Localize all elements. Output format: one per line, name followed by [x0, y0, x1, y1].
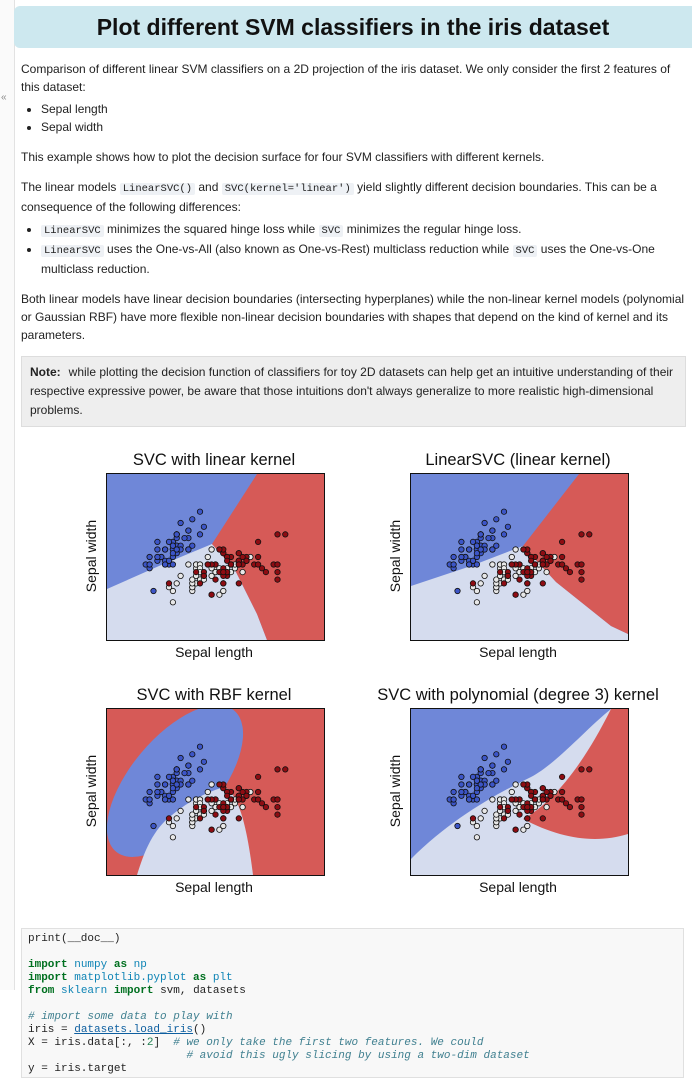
- data-point-setosa: [197, 767, 202, 772]
- linear-models-paragraph: [21, 178, 686, 216]
- data-point-virginica: [497, 569, 502, 574]
- data-point-versicolor: [482, 808, 487, 813]
- code-keyword: as: [193, 972, 207, 984]
- code-line: print(__doc__): [28, 933, 121, 945]
- note-label: Note:: [30, 365, 61, 379]
- data-point-versicolor: [170, 588, 175, 593]
- data-point-versicolor: [482, 573, 487, 578]
- data-point-setosa: [466, 562, 471, 567]
- note-text: while plotting the decision function of classifiers for toy 2D datasets can help get an intuitive understanding of their respective expressive power, be aware that those intuitions don't always generalize to more realistic high-dimensional problems.: [30, 365, 674, 417]
- data-point-versicolor: [525, 823, 530, 828]
- data-point-virginica: [201, 573, 206, 578]
- data-point-versicolor: [209, 782, 214, 787]
- left-sidebar: [0, 0, 15, 990]
- data-point-virginica: [513, 592, 518, 597]
- data-point-setosa: [151, 823, 156, 828]
- code-keyword: import: [28, 959, 68, 971]
- data-point-setosa: [501, 532, 506, 537]
- data-point-setosa: [162, 797, 167, 802]
- data-point-versicolor: [170, 835, 175, 840]
- data-point-setosa: [494, 543, 499, 548]
- data-point-virginica: [283, 767, 288, 772]
- data-point-versicolor: [174, 581, 179, 586]
- data-point-setosa: [197, 532, 202, 537]
- data-point-virginica: [236, 816, 241, 821]
- data-point-versicolor: [205, 789, 210, 794]
- data-point-virginica: [275, 767, 280, 772]
- data-point-virginica: [217, 782, 222, 787]
- data-point-virginica: [470, 581, 475, 586]
- code-text: svm, datasets: [160, 985, 246, 997]
- data-point-versicolor: [474, 835, 479, 840]
- data-point-virginica: [559, 774, 564, 779]
- data-point-virginica: [579, 797, 584, 802]
- list-item: • Sepal length: [41, 100, 686, 118]
- data-point-setosa: [170, 778, 175, 783]
- code-keyword: as: [113, 959, 128, 971]
- plot-svc-linear: [106, 473, 325, 641]
- data-point-virginica: [209, 827, 214, 832]
- data-point-setosa: [182, 535, 187, 540]
- data-point-virginica: [532, 562, 537, 567]
- data-point-setosa: [451, 562, 456, 567]
- data-point-setosa: [482, 755, 487, 760]
- data-point-virginica: [263, 569, 268, 574]
- data-point-virginica: [255, 554, 260, 559]
- data-point-setosa: [501, 744, 506, 749]
- data-point-virginica: [521, 782, 526, 787]
- data-point-versicolor: [474, 823, 479, 828]
- data-point-setosa: [155, 789, 160, 794]
- data-point-versicolor: [221, 823, 226, 828]
- example-paragraph: This example shows how to plot the decision surface for four SVM classifiers with different kernels.: [21, 150, 545, 164]
- data-point-versicolor: [513, 782, 518, 787]
- code-module: np: [133, 959, 147, 971]
- data-point-setosa: [155, 774, 160, 779]
- data-point-virginica: [470, 816, 475, 821]
- x-axis-label: Sepal length: [175, 644, 253, 660]
- x-axis-label: Sepal length: [479, 879, 557, 895]
- data-point-virginica: [283, 532, 288, 537]
- data-point-virginica: [236, 562, 241, 567]
- data-point-setosa: [455, 823, 460, 828]
- data-point-virginica: [209, 592, 214, 597]
- data-point-setosa: [201, 524, 206, 529]
- code-keyword: import: [28, 972, 68, 984]
- code-literal: LinearSVC(): [120, 183, 195, 195]
- svm-figure: [21, 422, 686, 912]
- data-point-virginica: [275, 569, 280, 574]
- data-point-versicolor: [240, 569, 245, 574]
- main-content: [21, 60, 686, 427]
- data-point-setosa: [466, 782, 471, 787]
- data-point-virginica: [579, 804, 584, 809]
- features-list: [21, 100, 686, 136]
- data-point-setosa: [155, 539, 160, 544]
- plot-svc-rbf: [106, 708, 325, 876]
- data-point-setosa: [466, 797, 471, 802]
- data-point-setosa: [505, 524, 510, 529]
- data-point-virginica: [559, 539, 564, 544]
- code-keyword: import: [113, 985, 154, 997]
- data-point-virginica: [275, 812, 280, 817]
- data-point-virginica: [193, 569, 198, 574]
- data-point-virginica: [559, 789, 564, 794]
- data-point-virginica: [501, 581, 506, 586]
- data-point-setosa: [478, 767, 483, 772]
- data-point-setosa: [451, 554, 456, 559]
- data-point-setosa: [455, 588, 460, 593]
- data-point-virginica: [587, 767, 592, 772]
- data-point-virginica: [236, 581, 241, 586]
- page-title: Plot different SVM classifiers in the iris dataset: [96, 14, 610, 40]
- data-point-virginica: [255, 789, 260, 794]
- code-module: plt: [212, 972, 233, 984]
- code-literal: SVC(kernel='linear'): [222, 183, 354, 195]
- data-point-setosa: [459, 774, 464, 779]
- data-point-versicolor: [544, 804, 549, 809]
- data-point-setosa: [478, 532, 483, 537]
- data-point-virginica: [521, 547, 526, 552]
- data-point-versicolor: [478, 816, 483, 821]
- data-point-setosa: [147, 554, 152, 559]
- data-point-setosa: [155, 782, 160, 787]
- code-text: ]: [153, 1037, 174, 1049]
- code-text: iris =: [28, 1024, 75, 1036]
- data-point-setosa: [490, 528, 495, 533]
- data-point-virginica: [505, 573, 510, 578]
- data-point-versicolor: [509, 789, 514, 794]
- text-span: yield slightly different decision boundaries. This can be a consequence of the following differences:: [21, 180, 657, 214]
- data-point-setosa: [494, 517, 499, 522]
- data-point-setosa: [197, 509, 202, 514]
- data-point-virginica: [236, 786, 241, 791]
- data-point-virginica: [525, 804, 530, 809]
- data-point-virginica: [201, 808, 206, 813]
- data-point-setosa: [174, 767, 179, 772]
- data-point-setosa: [459, 547, 464, 552]
- data-point-setosa: [197, 744, 202, 749]
- text-span: uses the One-vs-One multiclass reduction.: [41, 242, 655, 276]
- data-point-setosa: [147, 789, 152, 794]
- y-axis-label: Sepal width: [83, 519, 99, 593]
- data-point-virginica: [275, 804, 280, 809]
- data-point-setosa: [201, 759, 206, 764]
- data-point-virginica: [579, 562, 584, 567]
- code-text: y = iris.target: [28, 1063, 128, 1075]
- data-point-virginica: [193, 804, 198, 809]
- data-point-setosa: [170, 786, 175, 791]
- data-point-virginica: [525, 816, 530, 821]
- both-models-paragraph: Both linear models have linear decision boundaries (intersecting hyperplanes) while the non-linear kernel models (polynomial or Gaussian RBF) have more flexible non-linear decision boundaries with shapes that depend on the kind of kernel and its parameters.: [21, 292, 685, 342]
- intro-paragraph: Comparison of different linear SVM classifiers on a 2D projection of the iris dataset. We only consider the first 2 features of this dataset:: [21, 62, 671, 94]
- data-point-virginica: [579, 532, 584, 537]
- data-point-setosa: [466, 547, 471, 552]
- data-point-setosa: [162, 562, 167, 567]
- data-point-virginica: [213, 812, 218, 817]
- data-point-virginica: [525, 581, 530, 586]
- data-point-setosa: [494, 752, 499, 757]
- data-point-virginica: [255, 539, 260, 544]
- data-point-versicolor: [490, 562, 495, 567]
- data-point-virginica: [540, 562, 545, 567]
- title-banner: [14, 6, 692, 48]
- data-point-setosa: [190, 752, 195, 757]
- data-point-virginica: [275, 532, 280, 537]
- code-number: 2: [146, 1037, 154, 1049]
- data-point-versicolor: [170, 823, 175, 828]
- data-point-virginica: [559, 554, 564, 559]
- data-point-versicolor: [186, 562, 191, 567]
- data-point-virginica: [540, 797, 545, 802]
- data-point-virginica: [497, 804, 502, 809]
- code-comment: # import some data to play with: [28, 1011, 233, 1023]
- list-item: [41, 220, 686, 240]
- data-point-setosa: [174, 532, 179, 537]
- data-point-virginica: [517, 812, 522, 817]
- data-point-virginica: [579, 812, 584, 817]
- data-point-setosa: [486, 770, 491, 775]
- data-point-setosa: [501, 767, 506, 772]
- data-point-virginica: [587, 532, 592, 537]
- code-comment: # avoid this ugly slicing by using a two-dim dataset: [186, 1050, 530, 1062]
- data-point-virginica: [263, 804, 268, 809]
- data-point-virginica: [228, 562, 233, 567]
- code-module: numpy: [74, 959, 108, 971]
- differences-list: [21, 220, 686, 278]
- code-function-link[interactable]: datasets.load_iris: [74, 1024, 194, 1036]
- data-point-virginica: [517, 577, 522, 582]
- data-point-setosa: [162, 782, 167, 787]
- data-point-setosa: [182, 770, 187, 775]
- data-point-setosa: [147, 797, 152, 802]
- data-point-versicolor: [178, 808, 183, 813]
- data-point-virginica: [513, 827, 518, 832]
- data-point-virginica: [532, 797, 537, 802]
- data-point-setosa: [459, 539, 464, 544]
- data-point-setosa: [190, 778, 195, 783]
- data-point-virginica: [255, 562, 260, 567]
- code-module: matplotlib.pyplot: [74, 972, 187, 984]
- data-point-versicolor: [178, 573, 183, 578]
- chart-title: SVC with RBF kernel: [136, 686, 292, 704]
- data-point-setosa: [474, 551, 479, 556]
- data-point-virginica: [579, 577, 584, 582]
- data-point-setosa: [474, 786, 479, 791]
- data-point-setosa: [494, 778, 499, 783]
- data-point-setosa: [186, 528, 191, 533]
- data-point-versicolor: [513, 547, 518, 552]
- data-point-virginica: [540, 816, 545, 821]
- data-point-virginica: [213, 577, 218, 582]
- data-point-setosa: [451, 797, 456, 802]
- data-point-virginica: [221, 581, 226, 586]
- data-point-virginica: [567, 804, 572, 809]
- data-point-virginica: [228, 797, 233, 802]
- plot-svg: [107, 474, 324, 640]
- code-text: (): [193, 1024, 207, 1036]
- data-point-virginica: [221, 804, 226, 809]
- data-point-versicolor: [474, 588, 479, 593]
- code-link[interactable]: SVC: [319, 225, 344, 237]
- data-point-setosa: [474, 543, 479, 548]
- data-point-virginica: [275, 577, 280, 582]
- data-point-virginica: [501, 816, 506, 821]
- text-span: and: [195, 180, 222, 194]
- data-point-virginica: [525, 569, 530, 574]
- code-keyword: from: [28, 985, 55, 997]
- data-point-versicolor: [509, 554, 514, 559]
- data-point-versicolor: [209, 547, 214, 552]
- data-point-virginica: [275, 797, 280, 802]
- data-point-virginica: [197, 581, 202, 586]
- data-point-setosa: [147, 562, 152, 567]
- data-point-virginica: [205, 562, 210, 567]
- data-point-virginica: [509, 797, 514, 802]
- data-point-versicolor: [490, 797, 495, 802]
- data-point-versicolor: [525, 588, 530, 593]
- data-point-virginica: [221, 816, 226, 821]
- data-point-setosa: [162, 547, 167, 552]
- data-point-versicolor: [544, 569, 549, 574]
- y-axis-label: Sepal width: [387, 519, 403, 593]
- chart-title: SVC with polynomial (degree 3) kernel: [377, 686, 659, 704]
- data-point-virginica: [509, 562, 514, 567]
- data-point-virginica: [255, 797, 260, 802]
- list-item: [41, 240, 686, 278]
- chart-title: SVC with linear kernel: [132, 451, 296, 469]
- data-point-setosa: [178, 520, 183, 525]
- data-point-virginica: [255, 774, 260, 779]
- data-point-setosa: [170, 551, 175, 556]
- y-axis-label: Sepal width: [387, 754, 403, 828]
- data-point-virginica: [540, 581, 545, 586]
- data-point-virginica: [505, 808, 510, 813]
- note-box: [21, 356, 686, 427]
- code-comment: # we only take the first two features. We could: [173, 1037, 484, 1049]
- plot-linearsvc: [410, 473, 629, 641]
- data-point-versicolor: [474, 600, 479, 605]
- data-point-virginica: [579, 569, 584, 574]
- data-point-versicolor: [186, 797, 191, 802]
- code-link[interactable]: SVC: [513, 245, 538, 257]
- chart-title: LinearSVC (linear kernel): [425, 451, 611, 469]
- data-point-virginica: [236, 551, 241, 556]
- data-point-setosa: [505, 759, 510, 764]
- plot-svc-poly: [410, 708, 629, 876]
- y-axis-label: Sepal width: [83, 754, 99, 828]
- code-link[interactable]: LinearSVC: [41, 245, 104, 257]
- code-block: [21, 928, 684, 1078]
- data-point-virginica: [559, 562, 564, 567]
- data-point-virginica: [221, 569, 226, 574]
- data-point-setosa: [459, 789, 464, 794]
- data-point-virginica: [559, 797, 564, 802]
- data-point-versicolor: [170, 600, 175, 605]
- data-point-virginica: [166, 816, 171, 821]
- data-point-setosa: [486, 535, 491, 540]
- collapse-sidebar-icon[interactable]: «: [1, 92, 7, 103]
- text-span: minimizes the regular hinge loss.: [343, 222, 522, 236]
- code-link[interactable]: LinearSVC: [41, 225, 104, 237]
- data-point-setosa: [190, 517, 195, 522]
- data-point-versicolor: [174, 816, 179, 821]
- data-point-virginica: [236, 797, 241, 802]
- data-point-versicolor: [221, 588, 226, 593]
- data-point-virginica: [275, 562, 280, 567]
- text-span: uses the One-vs-All (also known as One-vs-Rest) multiclass reduction while: [103, 242, 513, 256]
- data-point-virginica: [217, 547, 222, 552]
- data-point-setosa: [190, 543, 195, 548]
- data-point-setosa: [490, 763, 495, 768]
- data-point-virginica: [567, 569, 572, 574]
- data-point-virginica: [540, 786, 545, 791]
- data-point-versicolor: [478, 581, 483, 586]
- data-point-setosa: [451, 789, 456, 794]
- data-point-setosa: [151, 588, 156, 593]
- text-span: minimizes the squared hinge loss while: [103, 222, 319, 236]
- data-point-setosa: [186, 763, 191, 768]
- data-point-setosa: [155, 554, 160, 559]
- text-span: The linear models: [21, 180, 120, 194]
- data-point-virginica: [579, 767, 584, 772]
- data-point-setosa: [501, 509, 506, 514]
- x-axis-label: Sepal length: [175, 879, 253, 895]
- data-point-virginica: [166, 581, 171, 586]
- data-point-versicolor: [205, 554, 210, 559]
- data-point-virginica: [540, 551, 545, 556]
- plot-svg: [411, 474, 628, 640]
- data-point-setosa: [170, 543, 175, 548]
- data-point-setosa: [155, 547, 160, 552]
- data-point-setosa: [482, 520, 487, 525]
- code-module: sklearn: [61, 985, 108, 997]
- data-point-versicolor: [240, 804, 245, 809]
- plot-svg: [107, 709, 324, 875]
- data-point-setosa: [459, 782, 464, 787]
- list-item: • Sepal width: [41, 118, 686, 136]
- data-point-virginica: [205, 797, 210, 802]
- plot-svg: [411, 709, 628, 875]
- data-point-setosa: [178, 755, 183, 760]
- data-point-setosa: [459, 554, 464, 559]
- data-point-virginica: [197, 816, 202, 821]
- x-axis-label: Sepal length: [479, 644, 557, 660]
- data-point-setosa: [474, 778, 479, 783]
- code-text: X = iris.data[:, :: [28, 1037, 147, 1049]
